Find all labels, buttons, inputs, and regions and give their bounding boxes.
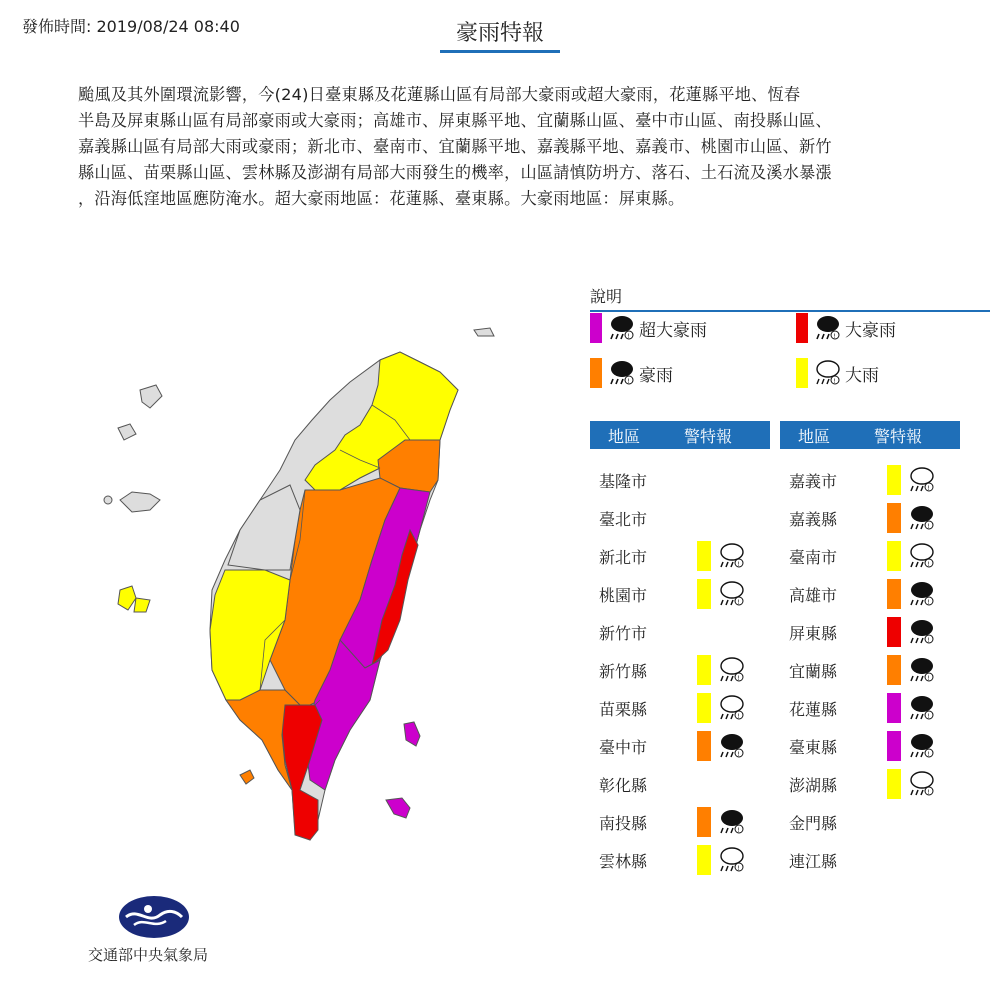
region-name: 屏東縣	[789, 623, 838, 643]
svg-text:!: !	[737, 561, 740, 568]
warning-indicator	[697, 579, 749, 609]
table-row	[590, 807, 749, 837]
warning-swatch	[887, 503, 901, 533]
heavy-rain-icon	[813, 359, 841, 387]
orchid-island	[386, 798, 410, 818]
warning-swatch	[887, 617, 901, 647]
svg-text:!: !	[737, 865, 740, 872]
header-warning: 警特報	[873, 426, 922, 446]
warning-indicator	[887, 693, 939, 723]
heavy-rain-icon	[717, 846, 745, 874]
table-row	[590, 465, 697, 495]
taiwan-warning-map	[0, 300, 560, 880]
matsu-island	[118, 385, 162, 440]
legend-label: 大豪雨	[845, 320, 896, 341]
svg-text:!: !	[927, 713, 930, 720]
svg-text:!: !	[627, 378, 630, 385]
description-line: 縣山區、苗栗縣山區、雲林縣及澎湖有局部大雨發生的機率，山區請慎防坍方、落石、土石流及溪水暴漲	[78, 163, 832, 182]
legend-swatch	[796, 358, 808, 388]
kinmen-island	[120, 492, 160, 512]
svg-text:!: !	[737, 675, 740, 682]
table-row	[780, 541, 939, 571]
heavy-rain-icon	[717, 542, 745, 570]
warning-indicator	[697, 693, 749, 723]
warning-swatch	[887, 731, 901, 761]
region-name: 南投縣	[599, 813, 648, 833]
table-row	[590, 769, 697, 799]
table-row	[780, 693, 939, 723]
penghu-islands	[118, 586, 150, 612]
warning-swatch	[697, 807, 711, 837]
torrential-rain-icon	[717, 732, 745, 760]
table-row	[590, 541, 749, 571]
small-islet	[104, 496, 112, 504]
table-row	[590, 579, 749, 609]
heavy-rain-icon	[717, 694, 745, 722]
table-row	[590, 845, 749, 875]
table-row	[780, 579, 939, 609]
warning-indicator	[697, 731, 749, 761]
warning-swatch	[697, 579, 711, 609]
region-name: 基隆市	[599, 471, 648, 491]
page-title: 豪雨特報	[440, 16, 560, 53]
heavy-rain-icon	[907, 542, 935, 570]
extreme-torrential-rain-icon	[907, 694, 935, 722]
warning-swatch	[697, 541, 711, 571]
region-name: 臺東縣	[789, 737, 838, 757]
region-name: 新竹市	[599, 623, 648, 643]
guishan-island	[474, 328, 494, 336]
svg-text:!: !	[737, 713, 740, 720]
extremely-heavy-rain-icon	[813, 314, 841, 342]
warning-indicator	[887, 579, 939, 609]
warning-indicator	[887, 731, 939, 761]
extreme-torrential-rain-icon	[907, 732, 935, 760]
warning-swatch	[887, 769, 901, 799]
description-line: ，沿海低窪地區應防淹水。超大豪雨地區：花蓮縣、臺東縣。大豪雨地區：屏東縣。	[78, 189, 685, 208]
warning-indicator	[697, 655, 749, 685]
torrential-rain-icon	[907, 656, 935, 684]
green-island	[404, 722, 420, 746]
heavy-rain-icon	[717, 580, 745, 608]
warning-swatch	[697, 655, 711, 685]
warning-indicator	[697, 807, 749, 837]
region-name: 嘉義市	[789, 471, 838, 491]
legend-swatch	[590, 358, 602, 388]
legend-item-extremely-heavy	[796, 313, 896, 343]
table-header-right	[780, 421, 960, 449]
svg-text:!: !	[833, 378, 836, 385]
region-name: 臺中市	[599, 737, 648, 757]
liuqiu-island	[240, 770, 254, 784]
warning-indicator	[887, 465, 939, 495]
svg-text:!: !	[627, 333, 630, 340]
table-row	[780, 807, 887, 837]
region-changhua	[228, 485, 300, 570]
heavy-rain-icon	[717, 656, 745, 684]
description-line: 半島及屏東縣山區有局部豪雨或大豪雨；高雄市、屏東縣平地、宜蘭縣山區、臺中市山區、南投縣山區、	[78, 111, 832, 130]
svg-text:!: !	[737, 599, 740, 606]
svg-text:!: !	[833, 333, 836, 340]
svg-text:!: !	[927, 561, 930, 568]
region-name: 臺南市	[789, 547, 838, 567]
torrential-rain-icon	[717, 808, 745, 836]
region-name: 苗栗縣	[599, 699, 648, 719]
warning-swatch	[887, 465, 901, 495]
legend-label: 大雨	[845, 365, 879, 386]
region-name: 新竹縣	[599, 661, 648, 681]
svg-text:!: !	[927, 789, 930, 796]
svg-text:!: !	[927, 523, 930, 530]
table-row	[780, 845, 887, 875]
warning-indicator	[887, 655, 939, 685]
table-row	[780, 769, 939, 799]
region-name: 桃園市	[599, 585, 648, 605]
header-region: 地區	[607, 426, 640, 446]
region-name: 高雄市	[789, 585, 838, 605]
svg-text:!: !	[927, 599, 930, 606]
warning-swatch	[887, 655, 901, 685]
extreme-torrential-rain-icon	[607, 314, 635, 342]
header-region: 地區	[797, 426, 830, 446]
warning-swatch	[697, 693, 711, 723]
svg-text:!: !	[927, 675, 930, 682]
extremely-heavy-rain-icon	[907, 618, 935, 646]
agency-name: 交通部中央氣象局	[88, 946, 209, 964]
warning-swatch	[887, 579, 901, 609]
legend-item-extreme-torrential	[590, 313, 707, 343]
legend-label: 豪雨	[639, 365, 673, 386]
warning-swatch	[697, 845, 711, 875]
svg-text:!: !	[927, 637, 930, 644]
region-name: 澎湖縣	[789, 775, 838, 795]
region-name: 金門縣	[789, 813, 838, 833]
legend-label: 超大豪雨	[639, 320, 707, 341]
table-row	[590, 617, 697, 647]
heavy-rain-icon	[907, 466, 935, 494]
table-row	[780, 731, 939, 761]
table-row	[590, 503, 697, 533]
region-name: 臺北市	[599, 509, 648, 529]
table-row	[780, 655, 939, 685]
table-header-left	[590, 421, 770, 449]
table-row	[590, 693, 749, 723]
table-row	[590, 731, 749, 761]
svg-text:!: !	[737, 827, 740, 834]
header-warning: 警特報	[683, 426, 732, 446]
table-row	[780, 617, 939, 647]
cwb-logo	[118, 895, 190, 939]
warning-indicator	[887, 769, 939, 799]
table-row	[780, 503, 939, 533]
legend-item-heavy-rain	[796, 358, 879, 388]
warning-description	[78, 82, 918, 212]
warning-swatch	[887, 693, 901, 723]
region-name: 嘉義縣	[789, 509, 838, 529]
region-name: 雲林縣	[599, 851, 648, 871]
torrential-rain-icon	[907, 504, 935, 532]
warning-swatch	[887, 541, 901, 571]
region-name: 宜蘭縣	[789, 661, 838, 681]
svg-text:!: !	[737, 751, 740, 758]
region-name: 連江縣	[789, 851, 838, 871]
region-name: 新北市	[599, 547, 648, 567]
legend-item-torrential	[590, 358, 673, 388]
svg-text:!: !	[927, 751, 930, 758]
issue-time: 發佈時間: 2019/08/24 08:40	[22, 17, 240, 36]
legend-swatch	[796, 313, 808, 343]
heavy-rain-icon	[907, 770, 935, 798]
legend-swatch	[590, 313, 602, 343]
legend-title: 說明	[590, 284, 990, 312]
warning-indicator	[887, 503, 939, 533]
torrential-rain-icon	[607, 359, 635, 387]
warning-indicator	[697, 845, 749, 875]
warning-indicator	[887, 541, 939, 571]
warning-indicator	[887, 617, 939, 647]
region-name: 彰化縣	[599, 775, 648, 795]
svg-text:!: !	[927, 485, 930, 492]
table-row	[590, 655, 749, 685]
description-line: 颱風及其外圍環流影響，今(24)日臺東縣及花蓮縣山區有局部大豪雨或超大豪雨，花蓮縣平地、恆春	[78, 85, 801, 104]
warning-swatch	[697, 731, 711, 761]
table-row	[780, 465, 939, 495]
torrential-rain-icon	[907, 580, 935, 608]
region-name: 花蓮縣	[789, 699, 838, 719]
description-line: 嘉義縣山區有局部大雨或豪雨；新北市、臺南市、宜蘭縣平地、嘉義縣平地、嘉義市、桃園市山區、新竹	[78, 137, 832, 156]
warning-indicator	[697, 541, 749, 571]
